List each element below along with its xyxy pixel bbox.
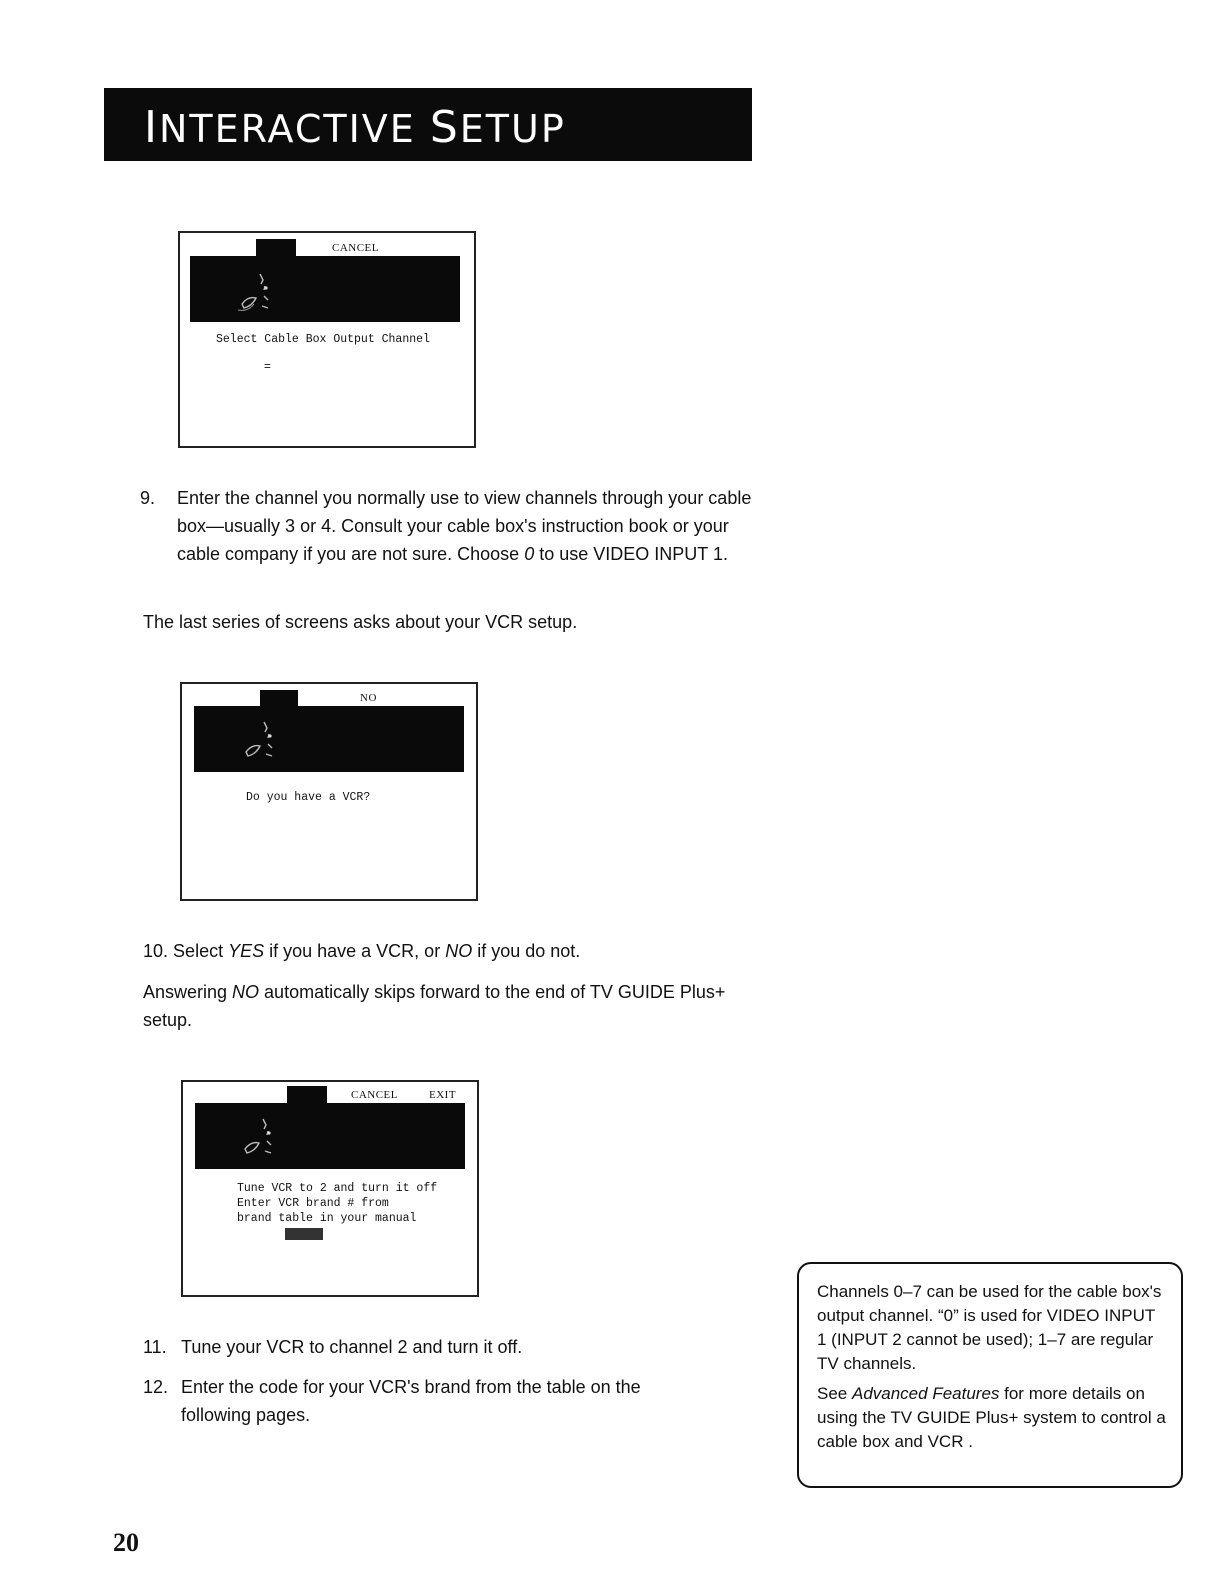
guide-logo-icon bbox=[223, 1111, 283, 1171]
guide-banner bbox=[194, 706, 464, 772]
vcr-intro-text: The last series of screens asks about your VCR setup. bbox=[143, 612, 578, 632]
step-number: 11. bbox=[143, 1337, 167, 1357]
guide-banner bbox=[195, 1103, 465, 1169]
section-title: INTERACTIVE SETUP bbox=[144, 102, 566, 153]
step-9: 9. Enter the channel you normally use to view channels through your cable box—usually 3 or 4. Consult your cable box's instruction book or your cable company if you are not sure. Choose 0 to use VIDEO INPUT 1. bbox=[140, 484, 760, 568]
screen-vcr-question bbox=[180, 682, 478, 901]
step-number: 9. bbox=[140, 488, 156, 508]
screen-prompt-line-3: brand table in your manual bbox=[237, 1212, 417, 1225]
entry-cursor bbox=[285, 1228, 323, 1240]
guide-logo-icon bbox=[224, 714, 284, 774]
screen-vcr-brand bbox=[181, 1080, 479, 1297]
step-11: 11. Tune your VCR to channel 2 and turn it off. bbox=[143, 1333, 743, 1361]
step-10: 10. Select YES if you have a VCR, or NO if you do not. bbox=[143, 941, 581, 961]
screen-prompt: Do you have a VCR? bbox=[246, 791, 371, 804]
sidebar-note bbox=[797, 1262, 1183, 1488]
menu-cancel: CANCEL bbox=[332, 242, 379, 254]
menu-exit: EXIT bbox=[429, 1089, 457, 1101]
menu-highlight-tab bbox=[256, 239, 296, 257]
menu-cancel: CANCEL bbox=[351, 1089, 398, 1101]
step-12: 12. Enter the code for your VCR's brand from the table on the following pages. bbox=[143, 1373, 703, 1429]
guide-logo-icon bbox=[220, 266, 280, 326]
menu-highlight-tab bbox=[287, 1086, 327, 1104]
page-number: 20 bbox=[113, 1528, 139, 1557]
answering-no-note: Answering NO automatically skips forward to the end of TV GUIDE Plus+ setup. bbox=[143, 982, 726, 1030]
screen-cable-box-output bbox=[178, 231, 476, 448]
screen-prompt: Select Cable Box Output Channel bbox=[216, 333, 430, 346]
screen-prompt-line-1: Tune VCR to 2 and turn it off bbox=[237, 1182, 438, 1195]
note-paragraph-1: Channels 0–7 can be used for the cable box's output channel. “0” is used for VIDEO INPUT 1 (INPUT 2 cannot be used); 1–7 are regular TV channels. bbox=[817, 1282, 1162, 1373]
section-header-bar bbox=[104, 88, 752, 161]
menu-no: NO bbox=[360, 692, 377, 704]
step-number: 12. bbox=[143, 1377, 169, 1397]
channel-entry-value: = bbox=[264, 361, 271, 374]
guide-banner bbox=[190, 256, 460, 322]
screen-prompt-line-2: Enter VCR brand # from bbox=[237, 1197, 389, 1210]
note-paragraph-2: See Advanced Features for more details on using the TV GUIDE Plus+ system to control a cable box and VCR . bbox=[817, 1384, 1166, 1451]
step-number: 10. bbox=[143, 941, 169, 961]
